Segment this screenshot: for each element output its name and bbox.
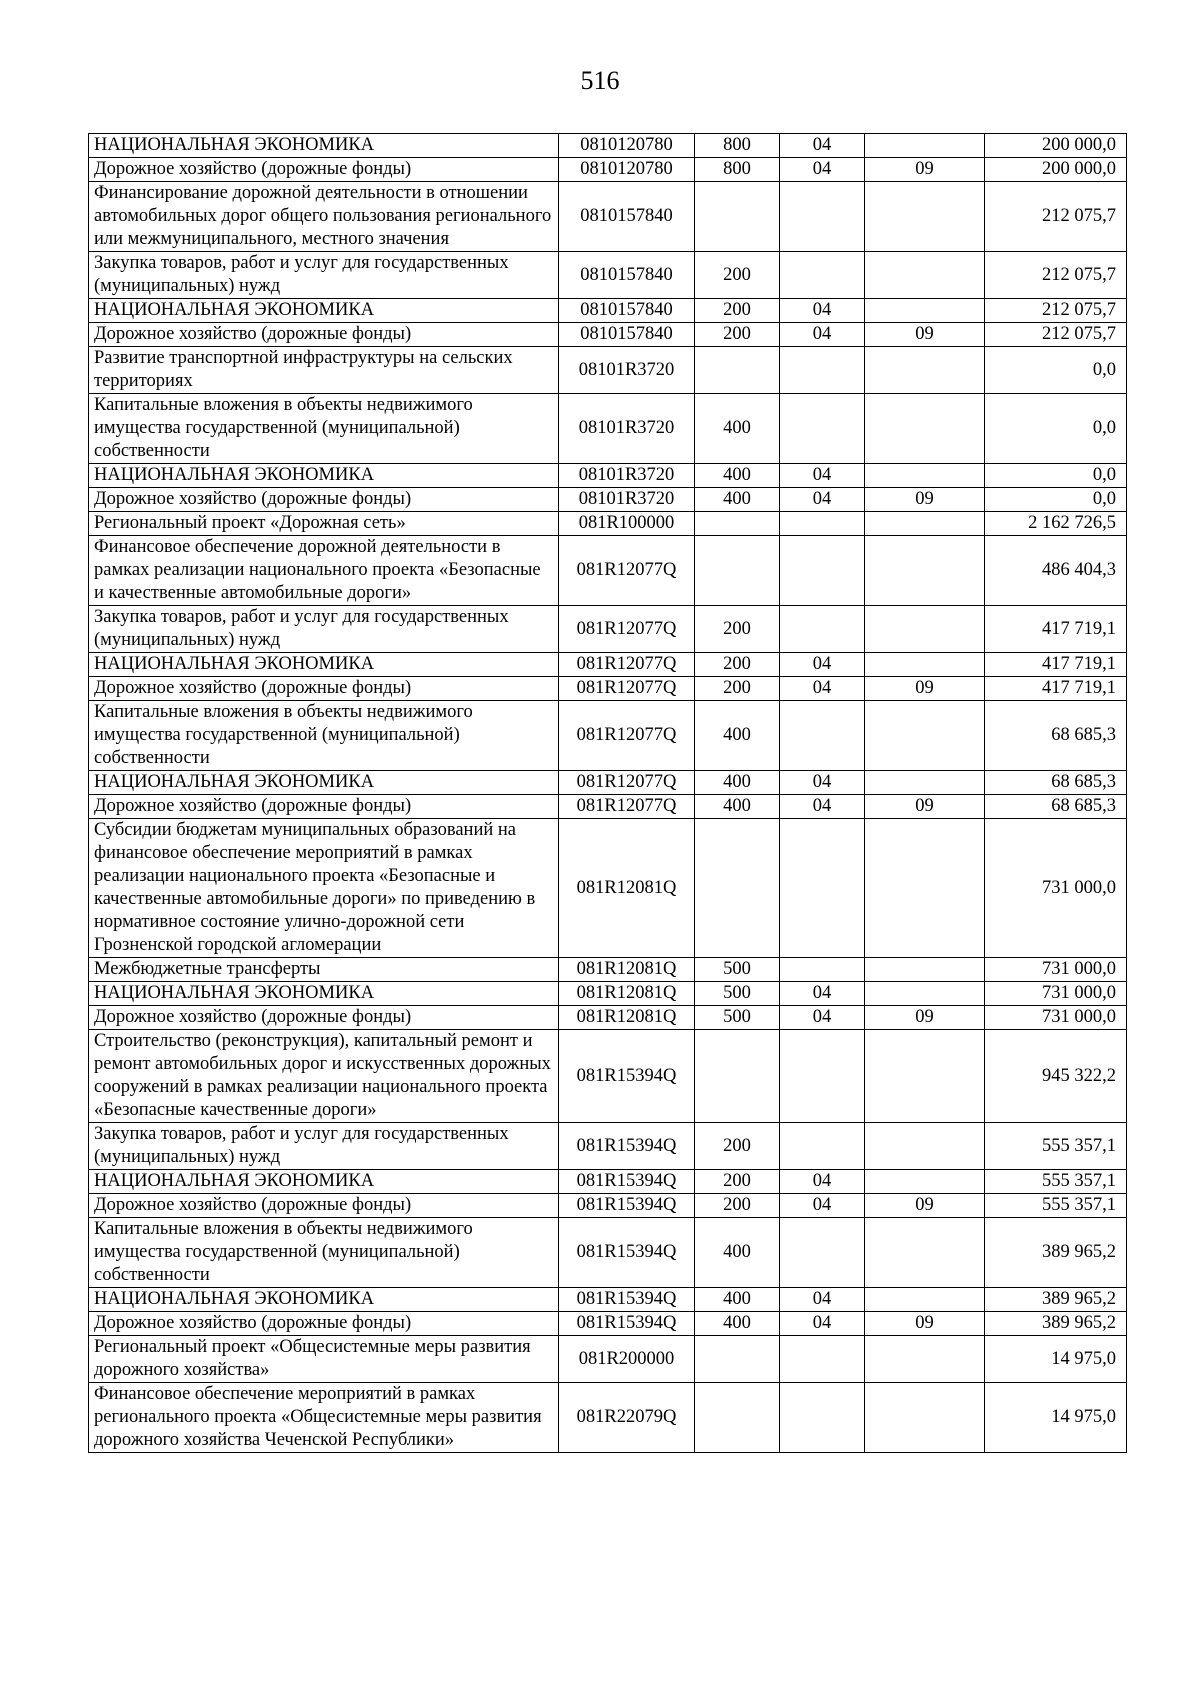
row-name-cell: Региональный проект «Дорожная сеть» (89, 512, 559, 536)
row-section-cell (780, 1336, 865, 1383)
row-expense-type-cell: 500 (695, 958, 780, 982)
row-code-cell: 081R12081Q (559, 819, 695, 958)
row-section-cell (780, 1030, 865, 1123)
table-row (89, 464, 1127, 488)
row-code-cell: 081R12077Q (559, 536, 695, 606)
table-row (89, 536, 1127, 606)
row-expense-type-cell: 400 (695, 394, 780, 464)
row-name-cell: Финансовое обеспечение мероприятий в рамках регионального проекта «Общесистемные меры развития дорожного хозяйства Чеченской Республики» (89, 1383, 559, 1453)
table-row (89, 134, 1127, 158)
row-name-cell: Дорожное хозяйство (дорожные фонды) (89, 795, 559, 819)
row-amount-cell: 200 000,0 (985, 134, 1127, 158)
row-name-cell: Финансовое обеспечение дорожной деятельности в рамках реализации национального проекта «Безопасные и качественные автомобильные дороги» (89, 536, 559, 606)
row-expense-type-cell: 400 (695, 771, 780, 795)
budget-table (88, 133, 1127, 1453)
row-code-cell: 0810120780 (559, 134, 695, 158)
table-row (89, 299, 1127, 323)
table-row (89, 1123, 1127, 1170)
row-code-cell: 081R200000 (559, 1336, 695, 1383)
row-section-cell: 04 (780, 323, 865, 347)
row-section-cell (780, 1383, 865, 1453)
row-code-cell: 081R12077Q (559, 771, 695, 795)
table-row (89, 347, 1127, 394)
row-amount-cell: 417 719,1 (985, 677, 1127, 701)
row-subsection-cell (865, 1383, 985, 1453)
row-code-cell: 0810120780 (559, 158, 695, 182)
row-expense-type-cell: 500 (695, 982, 780, 1006)
row-section-cell: 04 (780, 795, 865, 819)
row-expense-type-cell: 400 (695, 701, 780, 771)
row-section-cell (780, 347, 865, 394)
row-name-cell: НАЦИОНАЛЬНАЯ ЭКОНОМИКА (89, 771, 559, 795)
row-subsection-cell: 09 (865, 158, 985, 182)
row-section-cell: 04 (780, 299, 865, 323)
row-subsection-cell: 09 (865, 1194, 985, 1218)
row-section-cell: 04 (780, 677, 865, 701)
table-row (89, 982, 1127, 1006)
table-row (89, 1383, 1127, 1453)
row-subsection-cell (865, 1336, 985, 1383)
row-name-cell: Дорожное хозяйство (дорожные фонды) (89, 1312, 559, 1336)
row-amount-cell: 555 357,1 (985, 1194, 1127, 1218)
row-expense-type-cell: 400 (695, 1288, 780, 1312)
row-section-cell (780, 182, 865, 252)
row-amount-cell: 555 357,1 (985, 1123, 1127, 1170)
row-name-cell: Дорожное хозяйство (дорожные фонды) (89, 1194, 559, 1218)
row-name-cell: Дорожное хозяйство (дорожные фонды) (89, 158, 559, 182)
row-expense-type-cell: 200 (695, 323, 780, 347)
row-subsection-cell: 09 (865, 795, 985, 819)
row-amount-cell: 212 075,7 (985, 299, 1127, 323)
row-name-cell: НАЦИОНАЛЬНАЯ ЭКОНОМИКА (89, 1288, 559, 1312)
row-subsection-cell (865, 252, 985, 299)
row-subsection-cell (865, 299, 985, 323)
row-expense-type-cell: 200 (695, 606, 780, 653)
row-code-cell: 081R15394Q (559, 1170, 695, 1194)
row-code-cell: 08101R3720 (559, 347, 695, 394)
row-code-cell: 081R15394Q (559, 1312, 695, 1336)
row-amount-cell: 68 685,3 (985, 701, 1127, 771)
table-row (89, 819, 1127, 958)
row-expense-type-cell: 200 (695, 677, 780, 701)
row-expense-type-cell: 400 (695, 795, 780, 819)
row-name-cell: НАЦИОНАЛЬНАЯ ЭКОНОМИКА (89, 299, 559, 323)
row-code-cell: 081R15394Q (559, 1030, 695, 1123)
row-amount-cell: 14 975,0 (985, 1336, 1127, 1383)
row-subsection-cell: 09 (865, 1312, 985, 1336)
row-code-cell: 081R15394Q (559, 1218, 695, 1288)
row-section-cell: 04 (780, 982, 865, 1006)
row-subsection-cell (865, 512, 985, 536)
table-row (89, 1312, 1127, 1336)
row-expense-type-cell: 400 (695, 464, 780, 488)
row-amount-cell: 0,0 (985, 488, 1127, 512)
row-expense-type-cell: 800 (695, 158, 780, 182)
row-section-cell (780, 819, 865, 958)
row-section-cell (780, 701, 865, 771)
row-subsection-cell (865, 958, 985, 982)
row-code-cell: 08101R3720 (559, 488, 695, 512)
row-section-cell (780, 958, 865, 982)
row-name-cell: Дорожное хозяйство (дорожные фонды) (89, 1006, 559, 1030)
row-code-cell: 081R22079Q (559, 1383, 695, 1453)
row-subsection-cell (865, 1030, 985, 1123)
row-code-cell: 08101R3720 (559, 394, 695, 464)
table-row (89, 958, 1127, 982)
row-expense-type-cell: 200 (695, 299, 780, 323)
row-subsection-cell (865, 982, 985, 1006)
row-name-cell: НАЦИОНАЛЬНАЯ ЭКОНОМИКА (89, 134, 559, 158)
row-name-cell: Дорожное хозяйство (дорожные фонды) (89, 677, 559, 701)
row-code-cell: 081R15394Q (559, 1288, 695, 1312)
row-section-cell: 04 (780, 771, 865, 795)
row-subsection-cell: 09 (865, 323, 985, 347)
row-expense-type-cell: 400 (695, 1218, 780, 1288)
row-subsection-cell (865, 701, 985, 771)
row-subsection-cell (865, 1218, 985, 1288)
row-code-cell: 081R12077Q (559, 795, 695, 819)
row-expense-type-cell: 400 (695, 488, 780, 512)
row-subsection-cell (865, 394, 985, 464)
row-subsection-cell (865, 771, 985, 795)
row-subsection-cell (865, 134, 985, 158)
row-subsection-cell (865, 1288, 985, 1312)
row-expense-type-cell (695, 347, 780, 394)
row-amount-cell: 486 404,3 (985, 536, 1127, 606)
row-name-cell: Межбюджетные трансферты (89, 958, 559, 982)
row-name-cell: Развитие транспортной инфраструктуры на сельских территориях (89, 347, 559, 394)
row-section-cell: 04 (780, 1170, 865, 1194)
row-code-cell: 0810157840 (559, 252, 695, 299)
row-section-cell: 04 (780, 464, 865, 488)
row-subsection-cell (865, 182, 985, 252)
row-amount-cell: 731 000,0 (985, 982, 1127, 1006)
row-section-cell: 04 (780, 134, 865, 158)
row-code-cell: 081R12077Q (559, 701, 695, 771)
table-row (89, 771, 1127, 795)
row-amount-cell: 417 719,1 (985, 606, 1127, 653)
table-row (89, 1288, 1127, 1312)
row-expense-type-cell: 200 (695, 1194, 780, 1218)
row-name-cell: НАЦИОНАЛЬНАЯ ЭКОНОМИКА (89, 653, 559, 677)
row-code-cell: 081R100000 (559, 512, 695, 536)
row-name-cell: Дорожное хозяйство (дорожные фонды) (89, 488, 559, 512)
table-row (89, 795, 1127, 819)
row-amount-cell: 731 000,0 (985, 819, 1127, 958)
table-row (89, 1218, 1127, 1288)
row-expense-type-cell (695, 536, 780, 606)
row-subsection-cell (865, 606, 985, 653)
row-code-cell: 081R15394Q (559, 1194, 695, 1218)
row-section-cell: 04 (780, 158, 865, 182)
table-row (89, 1006, 1127, 1030)
row-amount-cell: 731 000,0 (985, 958, 1127, 982)
row-name-cell: НАЦИОНАЛЬНАЯ ЭКОНОМИКА (89, 982, 559, 1006)
row-amount-cell: 14 975,0 (985, 1383, 1127, 1453)
row-section-cell: 04 (780, 1194, 865, 1218)
row-section-cell (780, 252, 865, 299)
table-row (89, 1030, 1127, 1123)
row-section-cell (780, 512, 865, 536)
row-amount-cell: 389 965,2 (985, 1218, 1127, 1288)
row-subsection-cell (865, 347, 985, 394)
row-expense-type-cell (695, 182, 780, 252)
table-row (89, 323, 1127, 347)
page-number: 516 (580, 66, 620, 95)
table-row (89, 252, 1127, 299)
row-expense-type-cell: 200 (695, 252, 780, 299)
row-amount-cell: 417 719,1 (985, 653, 1127, 677)
row-name-cell: Финансирование дорожной деятельности в отношении автомобильных дорог общего пользования регионального или межмуниципального, местного значения (89, 182, 559, 252)
row-name-cell: Закупка товаров, работ и услуг для государственных (муниципальных) нужд (89, 606, 559, 653)
row-expense-type-cell (695, 1383, 780, 1453)
table-row (89, 182, 1127, 252)
row-amount-cell: 212 075,7 (985, 182, 1127, 252)
row-subsection-cell (865, 1123, 985, 1170)
row-section-cell (780, 606, 865, 653)
table-row (89, 488, 1127, 512)
row-expense-type-cell (695, 1336, 780, 1383)
row-amount-cell: 555 357,1 (985, 1170, 1127, 1194)
row-expense-type-cell: 500 (695, 1006, 780, 1030)
row-expense-type-cell: 200 (695, 1170, 780, 1194)
row-name-cell: Капитальные вложения в объекты недвижимого имущества государственной (муниципальной) собственности (89, 1218, 559, 1288)
row-code-cell: 0810157840 (559, 299, 695, 323)
row-expense-type-cell: 800 (695, 134, 780, 158)
row-subsection-cell: 09 (865, 488, 985, 512)
row-expense-type-cell (695, 512, 780, 536)
row-code-cell: 081R12077Q (559, 606, 695, 653)
table-row (89, 653, 1127, 677)
row-expense-type-cell: 400 (695, 1312, 780, 1336)
row-code-cell: 081R12081Q (559, 958, 695, 982)
row-name-cell: Капитальные вложения в объекты недвижимого имущества государственной (муниципальной) собственности (89, 701, 559, 771)
row-code-cell: 08101R3720 (559, 464, 695, 488)
row-section-cell (780, 536, 865, 606)
row-amount-cell: 0,0 (985, 464, 1127, 488)
row-amount-cell: 945 322,2 (985, 1030, 1127, 1123)
table-row (89, 1170, 1127, 1194)
row-subsection-cell (865, 1170, 985, 1194)
table-row (89, 677, 1127, 701)
row-subsection-cell: 09 (865, 1006, 985, 1030)
row-name-cell: НАЦИОНАЛЬНАЯ ЭКОНОМИКА (89, 464, 559, 488)
row-name-cell: НАЦИОНАЛЬНАЯ ЭКОНОМИКА (89, 1170, 559, 1194)
row-amount-cell: 212 075,7 (985, 252, 1127, 299)
table-row (89, 606, 1127, 653)
row-code-cell: 0810157840 (559, 182, 695, 252)
row-code-cell: 081R12077Q (559, 677, 695, 701)
table-row (89, 1336, 1127, 1383)
row-subsection-cell (865, 536, 985, 606)
row-section-cell: 04 (780, 1312, 865, 1336)
row-amount-cell: 2 162 726,5 (985, 512, 1127, 536)
row-subsection-cell (865, 653, 985, 677)
row-section-cell: 04 (780, 1288, 865, 1312)
row-name-cell: Субсидии бюджетам муниципальных образований на финансовое обеспечение мероприятий в рамках реализации национального проекта «Безопасные и качественные автомобильные дороги» по приведению в нормативное состояние улично-дорожной сети Грозненской городской агломерации (89, 819, 559, 958)
row-name-cell: Закупка товаров, работ и услуг для государственных (муниципальных) нужд (89, 1123, 559, 1170)
row-amount-cell: 68 685,3 (985, 771, 1127, 795)
budget-table-body (89, 134, 1127, 1453)
row-subsection-cell: 09 (865, 677, 985, 701)
row-expense-type-cell: 200 (695, 653, 780, 677)
table-row (89, 701, 1127, 771)
row-expense-type-cell (695, 1030, 780, 1123)
table-row (89, 394, 1127, 464)
row-name-cell: Строительство (реконструкция), капитальный ремонт и ремонт автомобильных дорог и искусственных дорожных сооружений в рамках реализации национального проекта «Безопасные качественные дороги» (89, 1030, 559, 1123)
row-section-cell: 04 (780, 1006, 865, 1030)
row-amount-cell: 389 965,2 (985, 1288, 1127, 1312)
row-code-cell: 081R12081Q (559, 1006, 695, 1030)
row-name-cell: Закупка товаров, работ и услуг для государственных (муниципальных) нужд (89, 252, 559, 299)
row-name-cell: Капитальные вложения в объекты недвижимого имущества государственной (муниципальной) собственности (89, 394, 559, 464)
row-expense-type-cell (695, 819, 780, 958)
row-section-cell: 04 (780, 488, 865, 512)
row-name-cell: Региональный проект «Общесистемные меры развития дорожного хозяйства» (89, 1336, 559, 1383)
row-section-cell (780, 1218, 865, 1288)
table-row (89, 1194, 1127, 1218)
row-section-cell (780, 1123, 865, 1170)
row-subsection-cell (865, 464, 985, 488)
table-row (89, 512, 1127, 536)
row-amount-cell: 200 000,0 (985, 158, 1127, 182)
row-section-cell: 04 (780, 653, 865, 677)
row-code-cell: 081R12081Q (559, 982, 695, 1006)
row-code-cell: 081R15394Q (559, 1123, 695, 1170)
row-subsection-cell (865, 819, 985, 958)
row-name-cell: Дорожное хозяйство (дорожные фонды) (89, 323, 559, 347)
row-amount-cell: 68 685,3 (985, 795, 1127, 819)
row-amount-cell: 0,0 (985, 394, 1127, 464)
row-amount-cell: 389 965,2 (985, 1312, 1127, 1336)
row-amount-cell: 212 075,7 (985, 323, 1127, 347)
row-code-cell: 0810157840 (559, 323, 695, 347)
table-row (89, 158, 1127, 182)
row-code-cell: 081R12077Q (559, 653, 695, 677)
row-amount-cell: 731 000,0 (985, 1006, 1127, 1030)
row-amount-cell: 0,0 (985, 347, 1127, 394)
row-expense-type-cell: 200 (695, 1123, 780, 1170)
row-section-cell (780, 394, 865, 464)
